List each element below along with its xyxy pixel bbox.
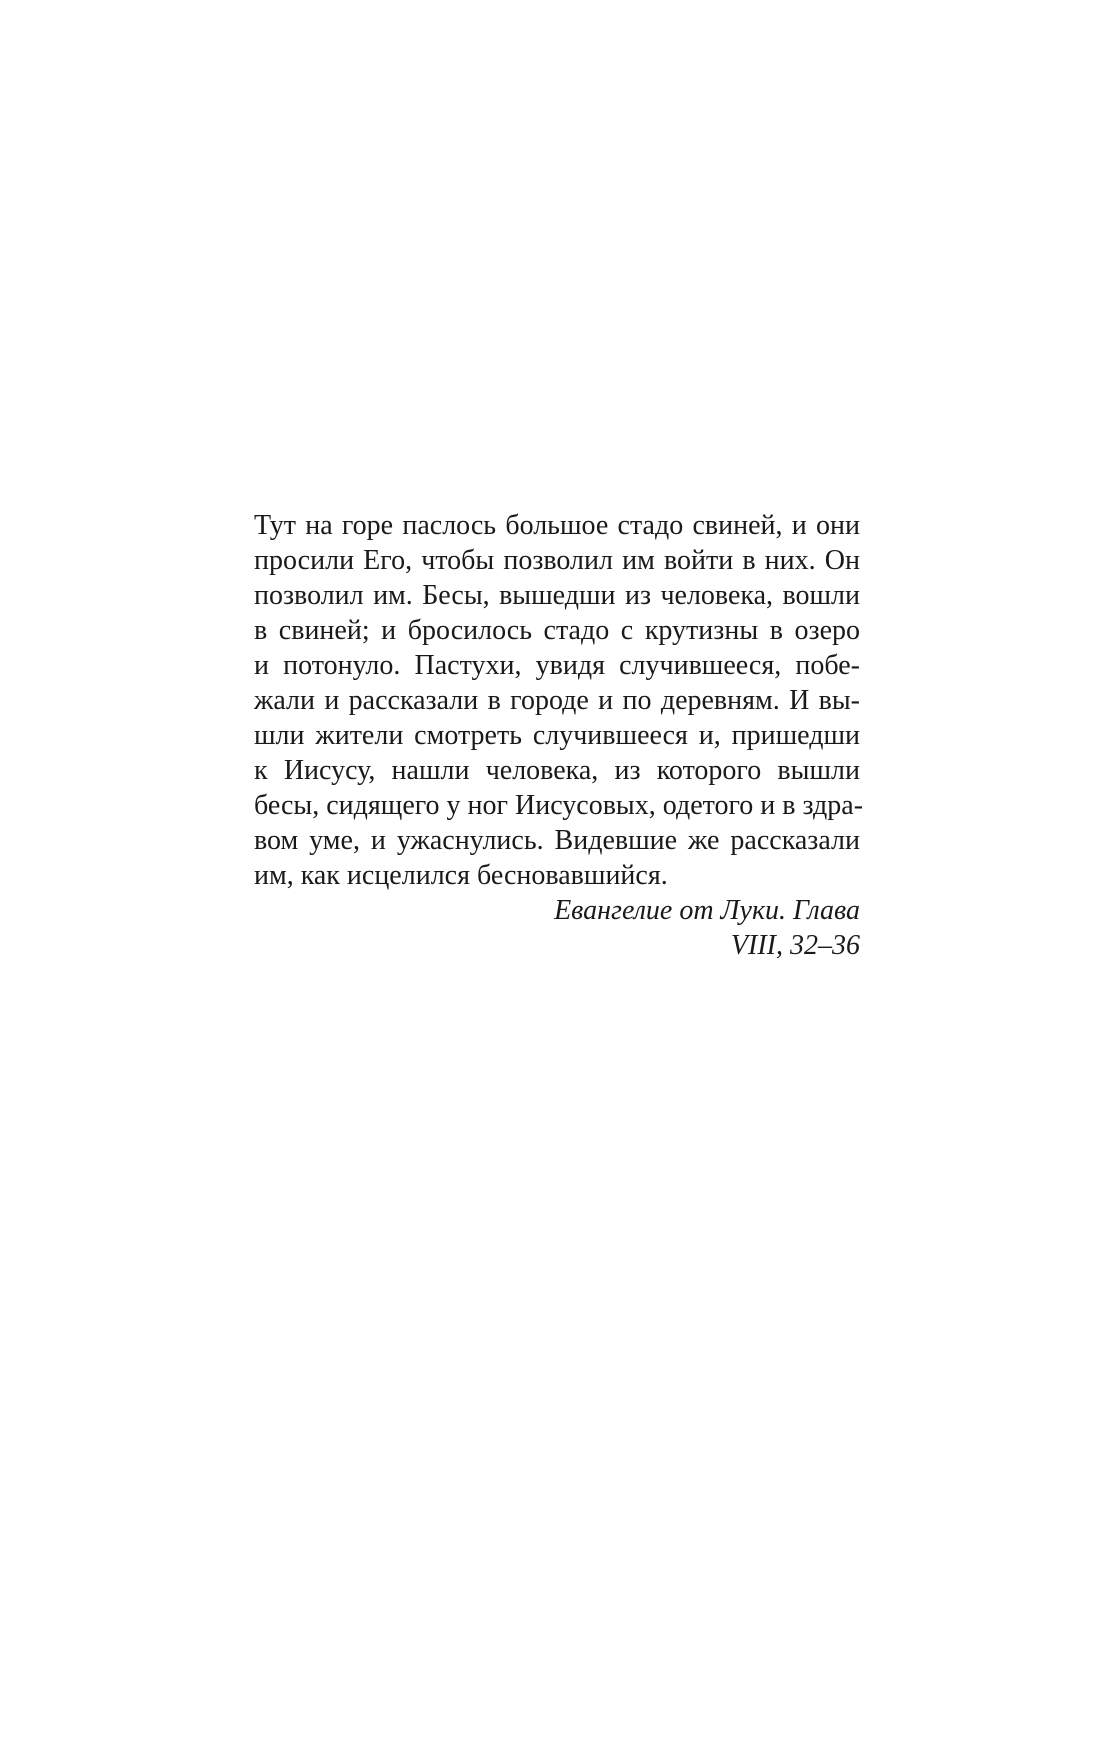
- epigraph-line: вом уме, и ужаснулись. Видевшие же рассказали: [254, 825, 860, 856]
- epigraph-source-line: Евангелие от Луки. Глава: [554, 895, 860, 926]
- epigraph-line: в свиней; и бросилось стадо с крутизны в озеро: [254, 615, 860, 646]
- epigraph-line: бесы, сидящего у ног Иисусовых, одетого и в здра-: [254, 790, 864, 821]
- epigraph-line: Тут на горе паслось большое стадо свиней, и они: [254, 510, 860, 541]
- epigraph-line: к Иисусу, нашли человека, из которого вышли: [254, 755, 860, 786]
- epigraph-line: и потонуло. Пастухи, увидя случившееся, побе-: [254, 650, 860, 681]
- epigraph-line: позволил им. Бесы, вышедши из человека, вошли: [254, 580, 860, 611]
- epigraph: [254, 508, 864, 963]
- epigraph-line: просили Его, чтобы позволил им войти в них. Он: [254, 545, 860, 576]
- epigraph-line: шли жители смотреть случившееся и, пришедши: [254, 720, 860, 751]
- epigraph-source-line: VIII, 32–36: [730, 930, 860, 961]
- epigraph-line: жали и рассказали в городе и по деревням. И вы-: [254, 685, 860, 716]
- epigraph-line: им, как исцелился бесновавшийся.: [254, 860, 668, 891]
